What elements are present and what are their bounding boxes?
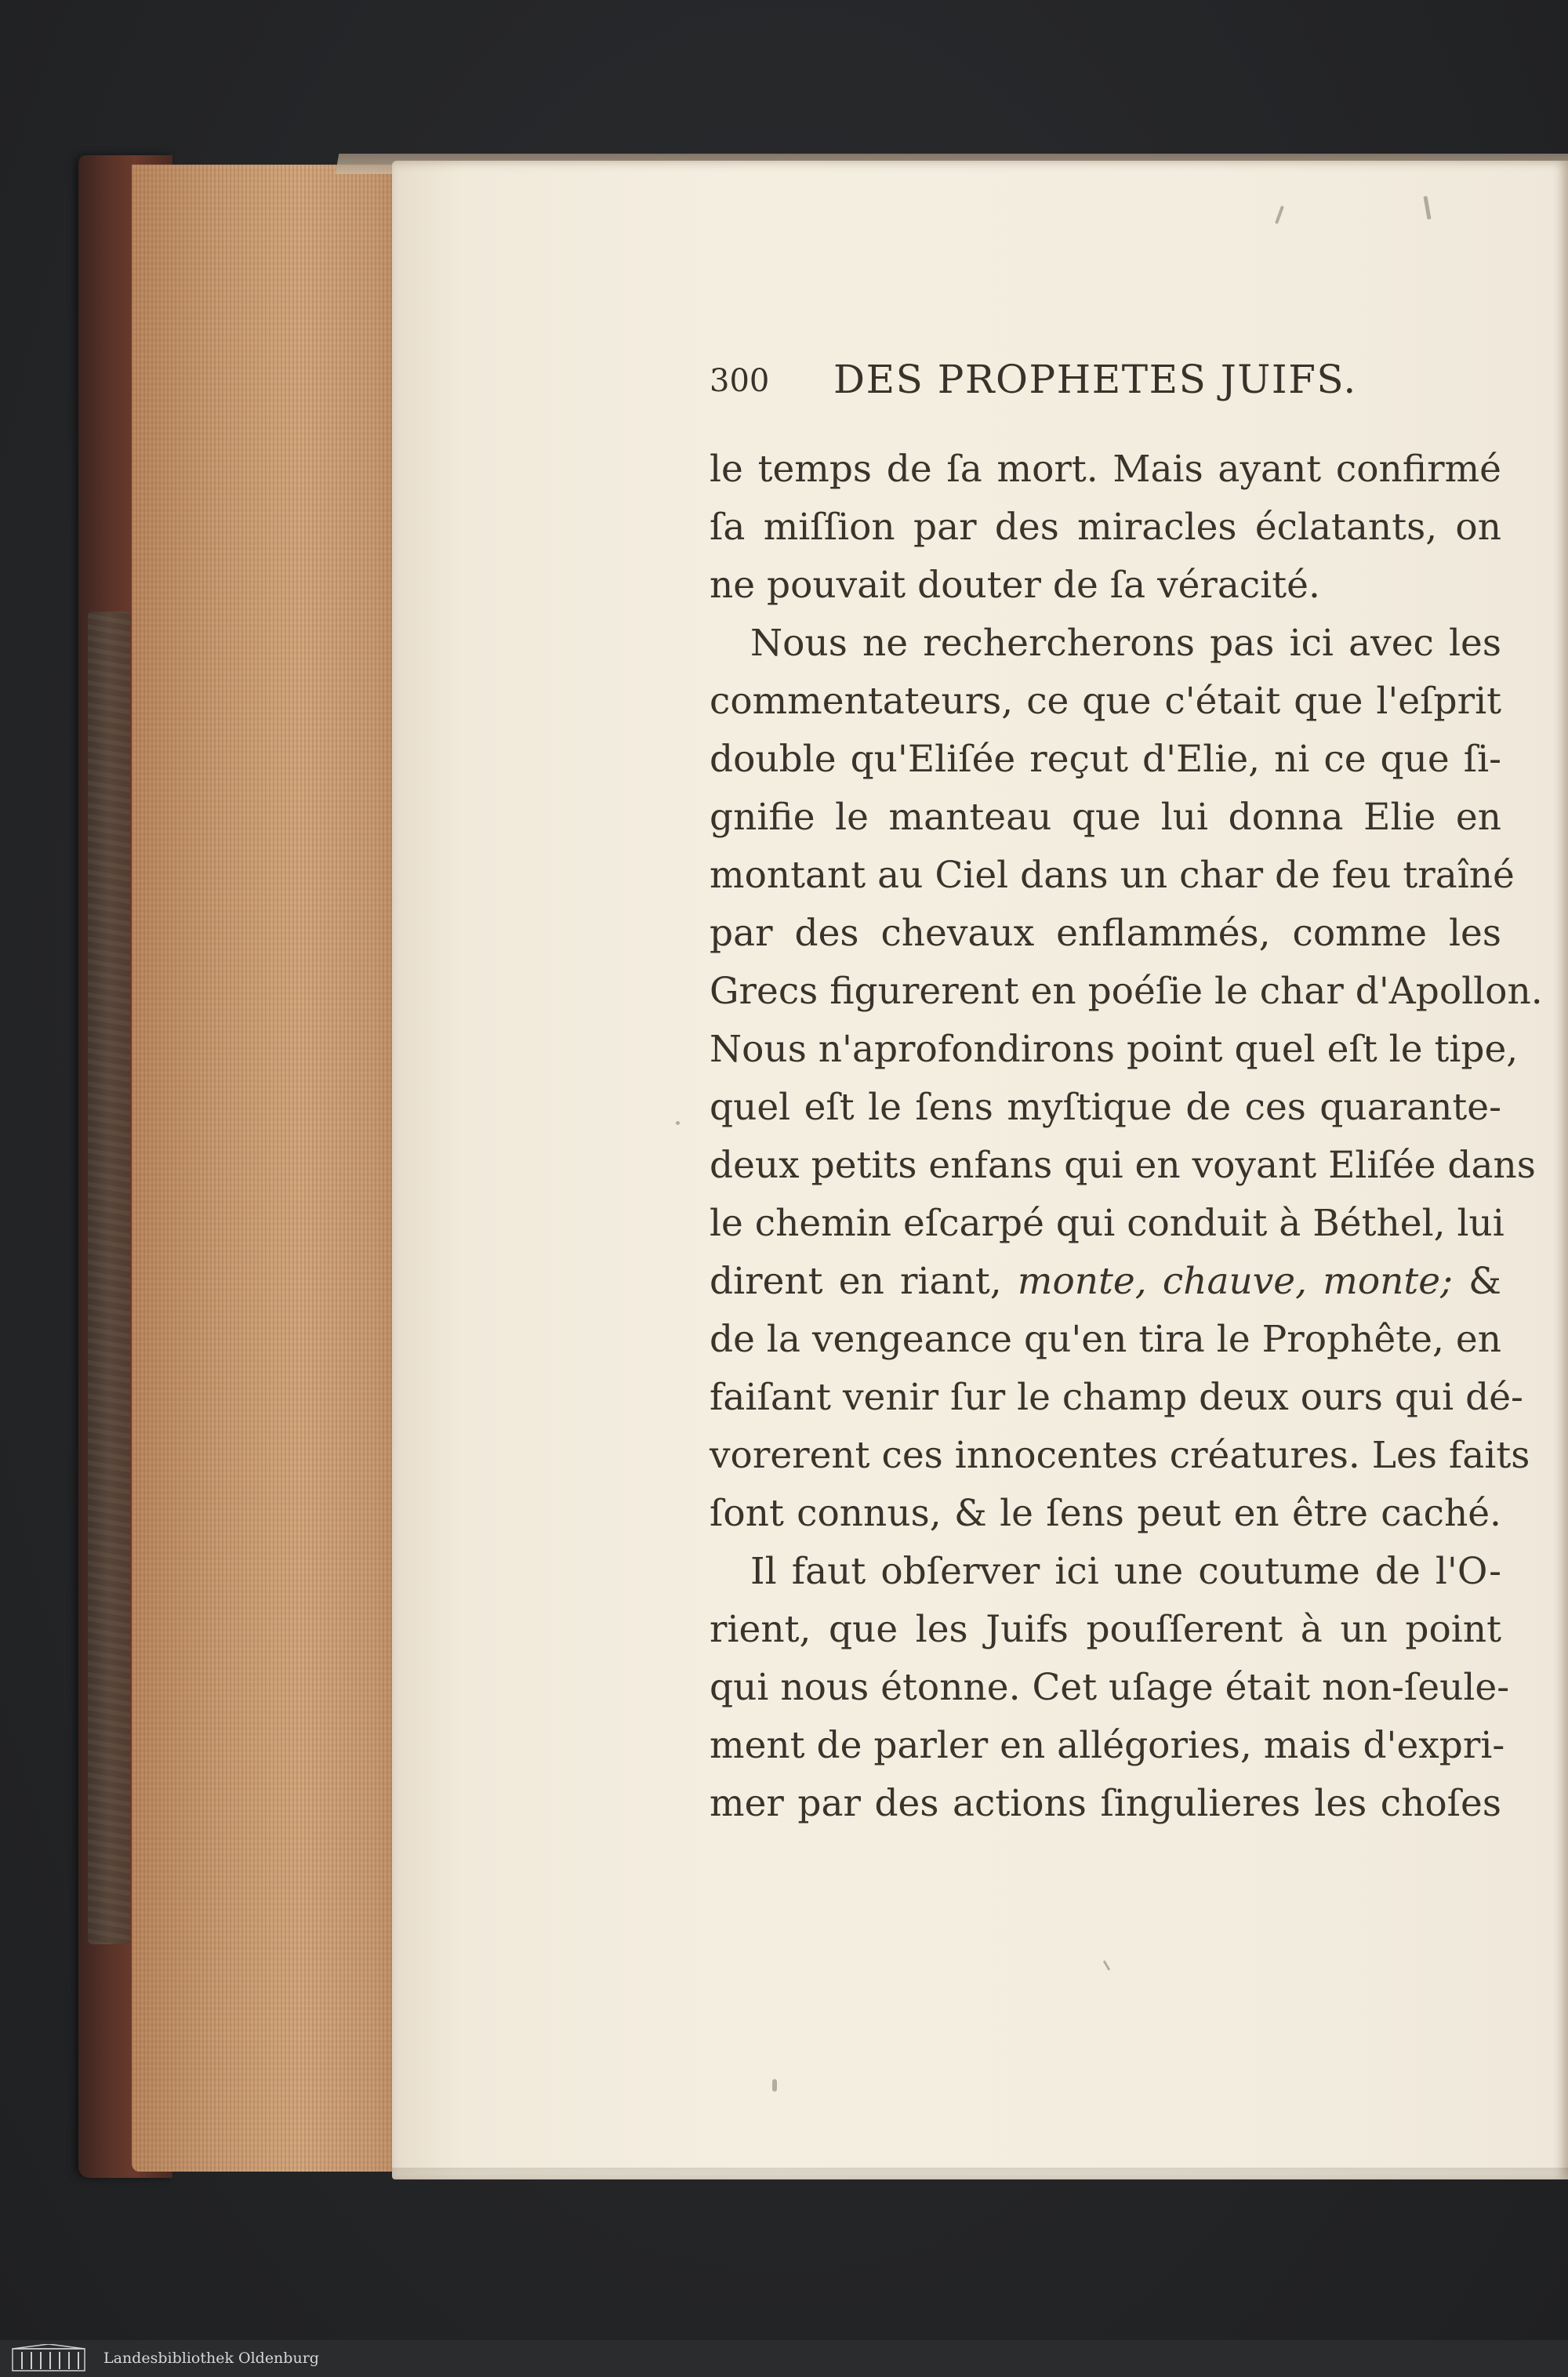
page-shadow [392,2168,1568,2180]
text-line: gnifie le manteau que lui donna Elie en [710,796,1501,839]
text-line: vorerent ces innocentes créatures. Les faits [710,1434,1530,1477]
running-title: DES PROPHETES JUIFS. [833,357,1357,402]
text-line: quel eſt le ſens myſtique de ces quarante- [710,1086,1501,1129]
text-line: ne pouvait douter de ſa véracité. [710,564,1320,607]
text-line: le chemin eſcarpé qui conduit à Béthel, lui [710,1202,1504,1245]
text-line: Nous ne rechercherons pas ici avec les [750,622,1501,665]
marbled-cover-edge [88,611,130,1944]
text-line: commentateurs, ce que c'était que l'eſprit [710,680,1501,723]
text-line: qui nous étonne. Cet uſage était non-ſeule- [710,1666,1510,1709]
page-number: 300 [710,363,770,399]
text-line: par des chevaux enflammés, comme les [710,912,1501,955]
text-line-start: dirent en riant, [710,1260,1018,1303]
text-line: rient, que les Juifs pouſſerent à un point [710,1608,1501,1651]
text-line: ment de parler en allégories, mais d'expri- [710,1724,1505,1767]
paper-speck [772,2079,777,2092]
library-building-icon [11,2344,86,2372]
text-line: Il faut obſerver ici une coutume de l'O- [750,1550,1501,1593]
text-line: le temps de ſa mort. Mais ayant confirmé [710,448,1501,491]
library-name: Landesbibliothek Oldenburg [103,2350,319,2367]
text-line: de la vengeance qu'en tira le Prophête, en [710,1318,1501,1361]
text-line: ſa miſſion par des miracles éclatants, on [710,506,1501,549]
running-head [710,357,1501,412]
text-line: Grecs figurerent en poéſie le char d'Apollon. [710,970,1543,1013]
text-line: faiſant venir ſur le champ deux ours qui dé- [710,1376,1523,1419]
text-line: montant au Ciel dans un char de feu traîné [710,854,1515,897]
text-line [710,1256,1501,1308]
text-line: Nous n'aprofondirons point quel eſt le tipe, [710,1028,1519,1071]
text-line: deux petits enfans qui en voyant Eliſée dans [710,1144,1536,1187]
text-line: mer par des actions ſingulieres les choſes [710,1782,1501,1825]
text-line: ſont connus, & le ſens peut en être caché. [710,1492,1501,1535]
italic-phrase: monte, chauve, monte; [1017,1260,1453,1303]
text-line: double qu'Eliſée reçut d'Elie, ni ce que ſi- [710,738,1501,781]
paper-speck [676,1121,680,1125]
page-edges [132,165,414,2172]
text-line-end: & [1452,1260,1501,1303]
